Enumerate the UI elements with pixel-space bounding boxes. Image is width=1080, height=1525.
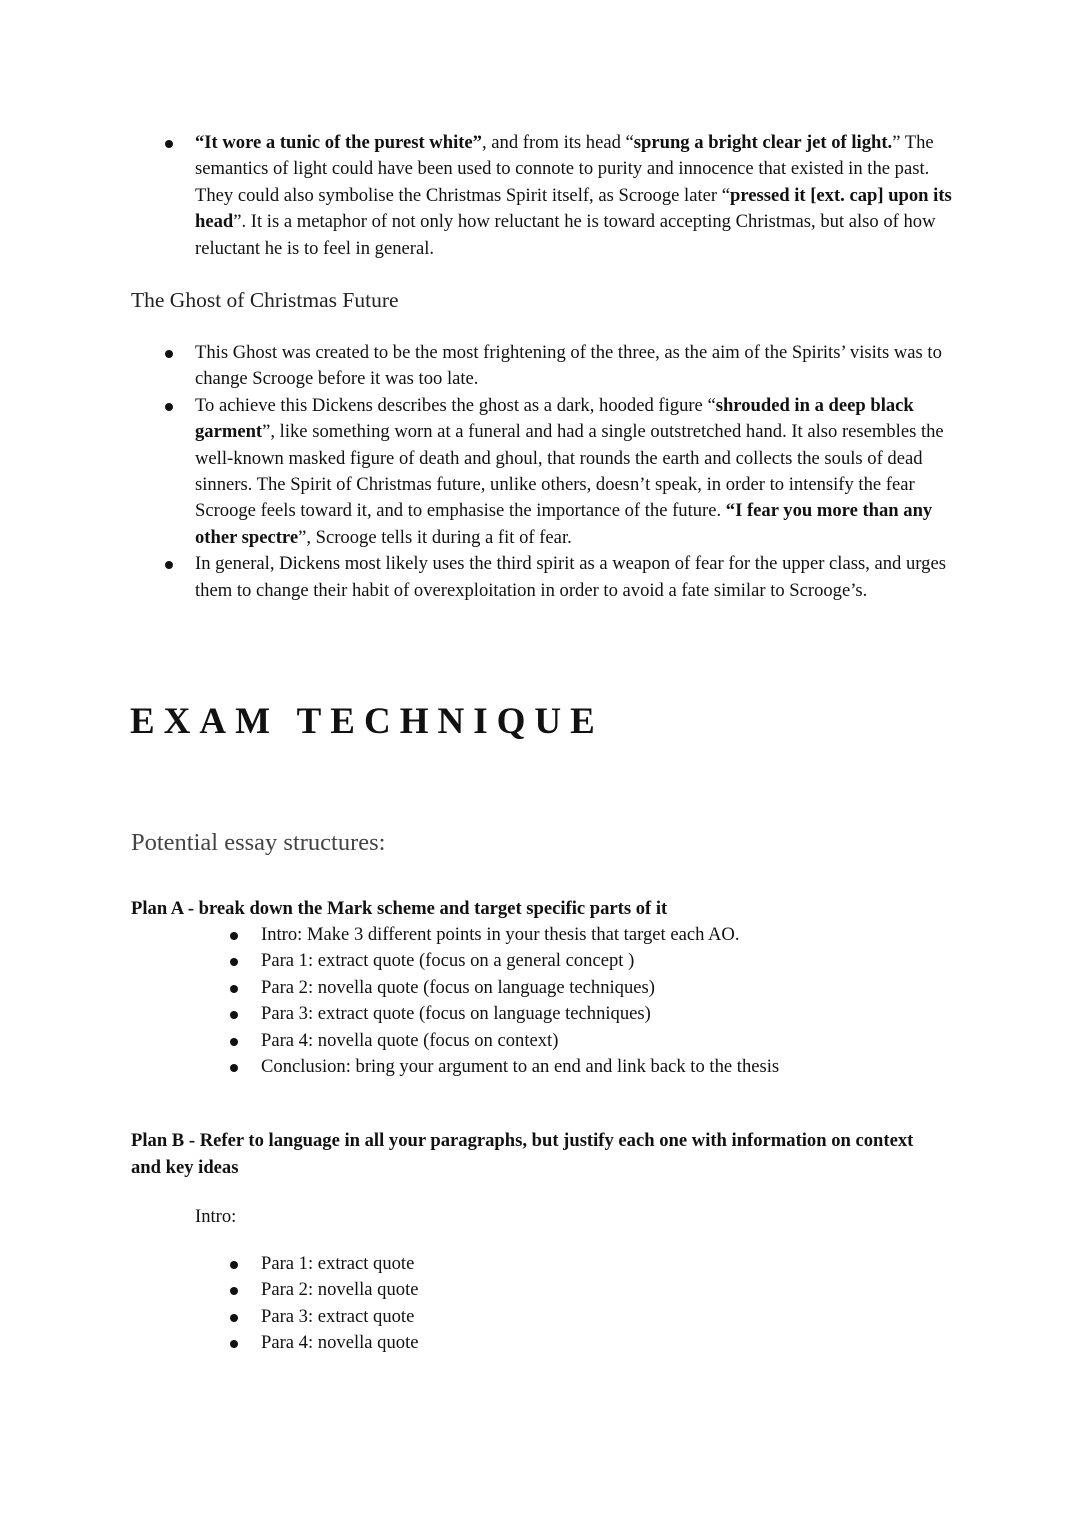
bullet-frightening: This Ghost was created to be the most frightening of the three, as the aim of the Spirits’ visits was to change Scrooge before it was too late. [195, 340, 955, 393]
plan-b-item: Para 4: novella quote [261, 1330, 861, 1356]
bullet-light-description [195, 130, 955, 262]
plan-a-item: Para 2: novella quote (focus on language techniques) [261, 975, 961, 1001]
quote: “I fear you more than any other spectre [195, 500, 933, 548]
future-ghost-bullet-list [195, 340, 955, 604]
text: ” The semantics of light could have been used to connote to purity and innocence that existed in the past. They could also symbolise the Christmas Spirit itself, as Scrooge later “ [195, 132, 934, 206]
plan-b-item: Para 2: novella quote [261, 1277, 861, 1303]
quote: sprung a bright clear jet of light. [633, 132, 893, 153]
plan-b-intro-label: Intro: [195, 1206, 237, 1227]
plan-a-item: Intro: Make 3 different points in your thesis that target each AO. [261, 922, 961, 948]
section-heading-future: The Ghost of Christmas Future [131, 288, 399, 312]
bullet-description [195, 393, 955, 551]
plan-b-list [261, 1251, 861, 1357]
exam-technique-heading: EXAM TECHNIQUE [130, 701, 604, 742]
essay-structures-subheading: Potential essay structures: [131, 829, 386, 856]
quote: shrouded in a deep black garment [195, 394, 914, 443]
quote: “It wore a tunic of the purest white” [195, 132, 482, 153]
text: ”. It is a metaphor of not only how reluctant he is toward accepting Christmas, but also of how reluctant he is to feel in general. [195, 211, 936, 259]
plan-b-title: Plan B - Refer to language in all your paragraphs, but justify each one with information on context and key ideas [131, 1130, 914, 1178]
text: ”, Scrooge tells it during a fit of fear. [298, 526, 572, 548]
text: , and from its head “ [481, 132, 634, 153]
plan-a-item: Para 3: extract quote (focus on language techniques) [261, 1001, 961, 1027]
past-ghost-bullet-list [195, 130, 955, 262]
plan-a-list [261, 922, 961, 1080]
text: To achieve this Dickens describes the ghost as a dark, hooded figure “ [195, 394, 716, 416]
text: ”, like something worn at a funeral and had a single outstretched hand. It also resembles the well-known masked figure of death and ghoul, that rounds the earth and collects the souls of dead sinners. The Spirit of Christmas future, unlike others, doesn’t speak, in order to intensify the fear Scrooge feels toward it, and to emphasise the importance of the future. [195, 421, 944, 522]
bullet-general: In general, Dickens most likely uses the third spirit as a weapon of fear for the upper class, and urges them to change their habit of overexploitation in order to avoid a fate similar to Scrooge’s. [195, 551, 955, 604]
quote: pressed it [ext. cap] upon its head [195, 184, 952, 233]
plan-a-item: Para 1: extract quote (focus on a general concept ) [261, 948, 961, 974]
plan-b-item: Para 1: extract quote [261, 1251, 861, 1277]
plan-a-item: Conclusion: bring your argument to an end and link back to the thesis [261, 1054, 961, 1080]
plan-b-item: Para 3: extract quote [261, 1304, 861, 1330]
plan-a-title: Plan A - break down the Mark scheme and target specific parts of it [131, 898, 668, 919]
plan-a-item: Para 4: novella quote (focus on context) [261, 1028, 961, 1054]
